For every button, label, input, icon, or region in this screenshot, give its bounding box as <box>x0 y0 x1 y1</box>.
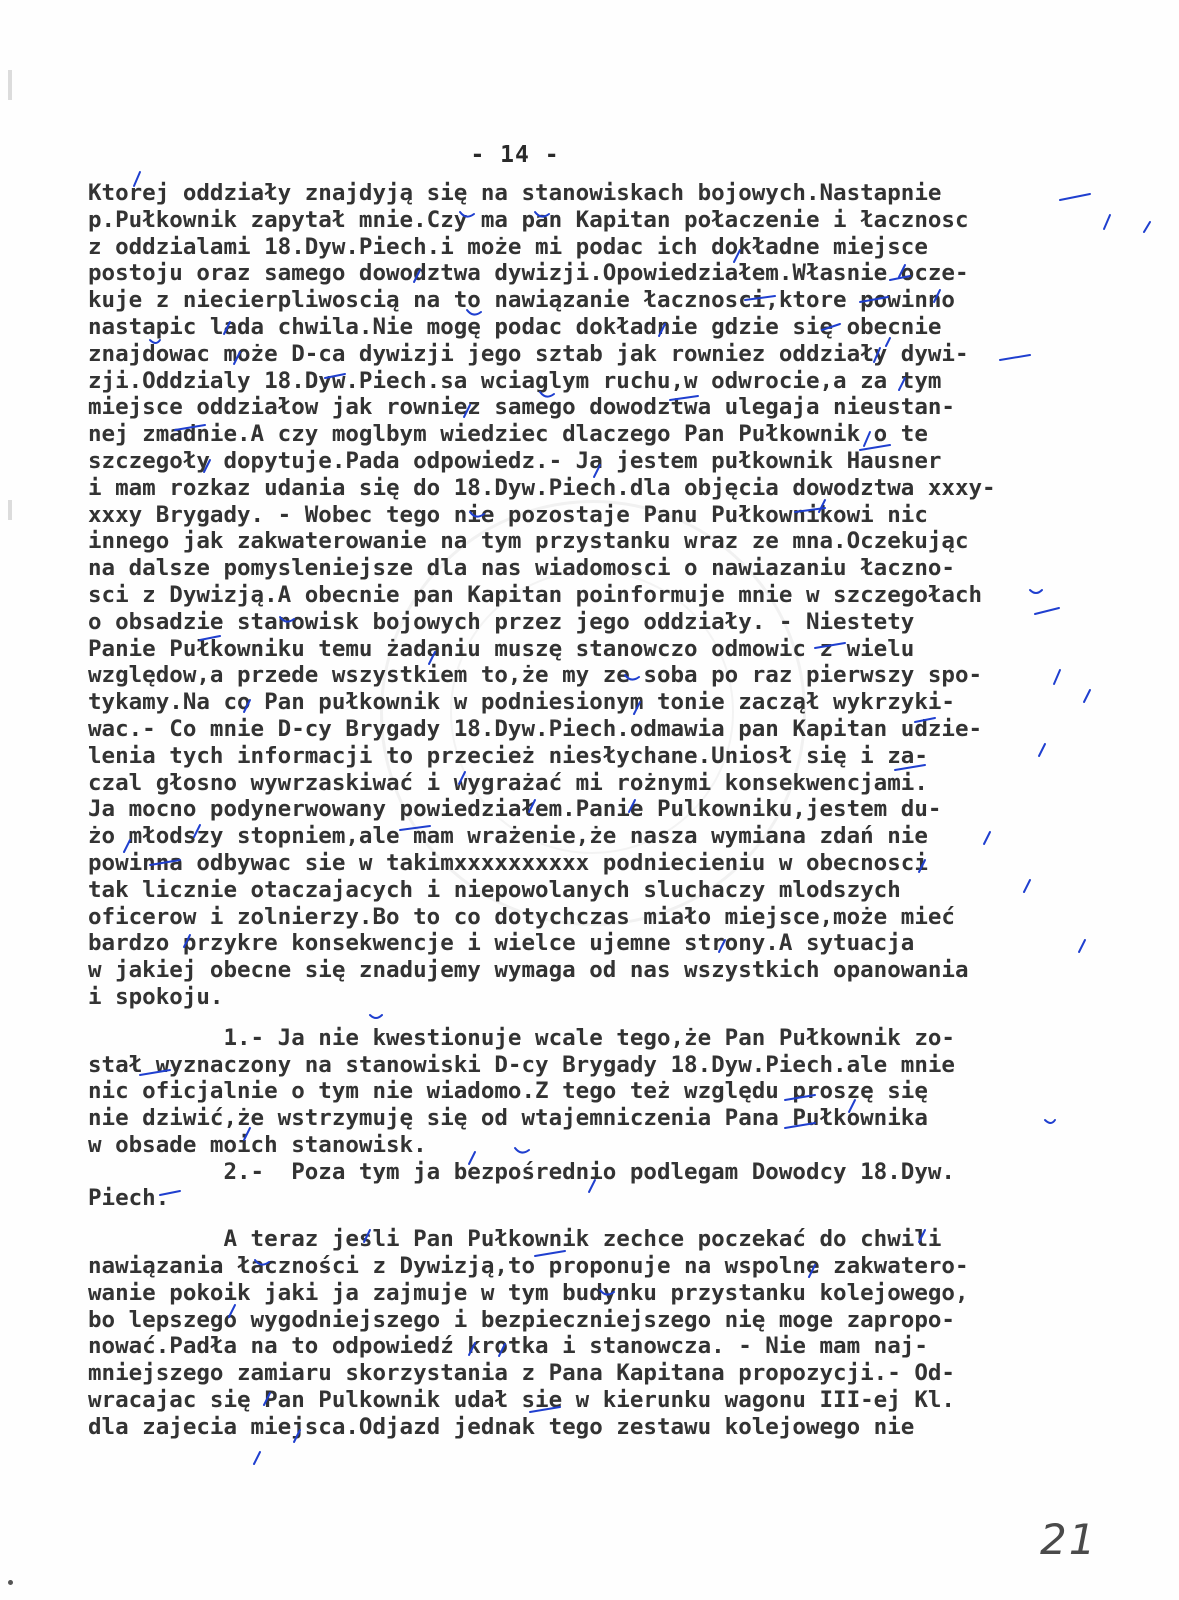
pen-stroke-mark <box>860 297 888 302</box>
pen-accent-mark <box>1144 222 1150 232</box>
pen-ogonek-mark <box>460 212 474 217</box>
pen-stroke-mark <box>915 718 935 722</box>
text-line: lenia tych informacji to przecież niesłychane.Uniosł się i za- <box>88 742 928 769</box>
pen-accent-mark <box>629 800 635 812</box>
pen-accent-mark <box>244 1128 250 1140</box>
pen-stroke-mark <box>160 1191 180 1195</box>
page-number: - 14 - <box>470 142 560 168</box>
pen-stroke-mark <box>530 1407 560 1412</box>
pen-accent-mark <box>864 432 870 446</box>
pen-accent-mark <box>499 1344 505 1356</box>
pen-stroke-mark <box>785 1095 815 1100</box>
text-line: w obsade moich stanowisk. <box>88 1131 427 1158</box>
pen-accent-mark <box>294 1430 300 1442</box>
text-line: tykamy.Na co Pan pułkownik w podniesionym tonie zaczął wykrzyki- <box>88 689 955 716</box>
pen-accent-mark <box>934 290 940 302</box>
pen-stroke-mark <box>895 765 925 770</box>
text-line: tak licznie otaczajacych i niepowolanych sluchaczy mlodszych <box>88 876 901 903</box>
text-line: postoju oraz samego dowodztwa dywizji.Opowiedziałem.Własnie ocze- <box>88 260 969 287</box>
pen-accent-mark <box>984 832 990 844</box>
pen-accent-mark <box>264 1393 270 1405</box>
text-line: Ktorej oddziały znajdyją się na stanowiskach bojowych.Nastapnie <box>88 180 942 206</box>
pen-stroke-mark <box>535 1251 565 1256</box>
pen-ogonek-mark <box>370 1015 382 1018</box>
pen-accent-mark <box>469 1343 475 1355</box>
text-line: p.Pułkownik zapytał mnie.Czy ma pan Kapitan połaczenie i łacznosc <box>88 206 969 233</box>
pen-accent-mark <box>529 800 535 812</box>
text-line: oficerow i zolnierzy.Bo to co dotychczas miało miejsce,może mieć <box>88 903 955 930</box>
pen-stroke-mark <box>670 396 698 400</box>
text-line: wracajac się Pan Pulkownik udał sie w kierunku wagonu III-ej Kl. <box>88 1387 955 1414</box>
pen-accent-mark <box>469 1152 475 1164</box>
pen-accent-mark <box>234 352 240 364</box>
text-line: na dalsze pomyslenieјsze dla nas wiadomosci o nawiazaniu łaczno- <box>88 555 955 582</box>
pen-stroke-mark <box>400 826 430 830</box>
pen-ogonek-mark <box>515 1148 529 1153</box>
pen-ogonek-mark <box>1030 590 1042 593</box>
text-line: z oddzialami 18.Dyw.Piech.i może mi podac ich dokładne miejsce <box>88 233 928 260</box>
text-line: miejsce oddziałow jak rowniez samego dowodztwa ulegaja nieustan- <box>88 394 955 421</box>
pen-accent-mark <box>594 465 600 477</box>
pen-ogonek-mark <box>470 512 484 517</box>
pen-ogonek-mark <box>280 617 294 622</box>
text-line: mniejszego zamiaru skorzystania z Pana Kapitana propozycji.- Od- <box>88 1360 955 1387</box>
pen-stroke-mark <box>822 324 840 330</box>
text-line: znajdowac może D-ca dywizji jego sztab jak rowniez oddziały dywi- <box>88 340 969 367</box>
text-line: 2.- Poza tym ja bezpośrednio podlegam Dowodcy 18.Dyw. <box>88 1158 955 1185</box>
text-line: nawiązania łaczności z Dywizją,to proponuje na wspolne zakwatero- <box>88 1253 969 1280</box>
pen-accent-mark <box>734 250 740 262</box>
pen-ogonek-mark <box>255 1260 269 1265</box>
pen-accent-mark <box>919 1230 925 1242</box>
pen-stroke-mark <box>1000 355 1030 360</box>
text-line: żo młodszy stopniem,ale mam wrażenie,że nasza wymiana zdań nie <box>88 823 928 850</box>
pen-accent-mark <box>1084 690 1090 702</box>
text-line: dla zajecia miejsca.Odjazd jednak tego zestawu kolejowego nie <box>88 1413 915 1440</box>
pen-accent-mark <box>194 825 200 837</box>
text-line: nować.Padła na to odpowiedź krotka i stanowcza. - Nie mam naj- <box>88 1333 928 1360</box>
pen-stroke-mark <box>175 425 205 430</box>
pen-ogonek-mark <box>600 1290 614 1295</box>
pen-accent-mark <box>429 652 435 664</box>
pen-accent-mark <box>464 405 470 417</box>
text-line: Piech. <box>88 1185 170 1212</box>
pen-ogonek-mark <box>540 392 554 397</box>
pen-stroke-mark <box>200 636 220 640</box>
pen-stroke-mark <box>325 374 345 378</box>
text-line: Ja mocno podynerwowany powiedziałem.Panie Pulkowniku,jestem du- <box>88 796 942 823</box>
text-line: bardzo przykre konsekwencje i wielce ujemne strony.A sytuacja <box>88 930 915 957</box>
pen-accent-mark <box>719 940 725 952</box>
pen-accent-mark <box>659 324 665 336</box>
text-line: powinna odbywac sie w takimxxxxxxxxxx podniecieniu w obecnosci <box>88 849 928 876</box>
text-line: nic oficjalnie o tym nie wiadomo.Z tego też względu proszę się <box>88 1078 928 1105</box>
text-line: szczegoły dopytuje.Pada odpowiedz.- Ja jestem pułkownik Hausner <box>88 447 942 474</box>
text-line: w jakiej obecne się znadujemy wymaga od nas wszystkich opanowania <box>88 957 969 984</box>
pen-accent-mark <box>459 772 465 784</box>
pen-accent-mark <box>874 348 880 362</box>
pen-accent-mark <box>1039 744 1045 756</box>
pen-accent-mark <box>809 1265 815 1277</box>
pen-stroke-mark <box>745 296 775 300</box>
pen-accent-mark <box>124 840 130 852</box>
text-line: wac.- Co mnie D-cy Brygady 18.Dyw.Piech.odmawia pan Kapitan udzie- <box>88 715 983 742</box>
pen-ogonek-mark <box>625 675 639 680</box>
pen-accent-mark <box>224 322 230 334</box>
pen-accent-mark <box>849 1100 855 1112</box>
text-line: 1.- Ja nie kwestionuje wcale tego,że Pan Pułkownik zo- <box>88 1024 955 1051</box>
text-line: bo lepszego wygodniejszego i bezpieczniejszego nię moge zapropo- <box>88 1306 955 1333</box>
pen-accent-mark <box>899 378 905 390</box>
text-line: sci z Dywizją.A obecnie pan Kapitan poinformuje mnie w szczegołach <box>88 581 983 608</box>
text-line: wanie pokoik jaki ja zajmuje w tym budynku przystanku kolejowego, <box>88 1279 969 1306</box>
text-line: nie dziwić,że wstrzymuję się od wtajemniczenia Pana Pułkownika <box>88 1105 928 1132</box>
pen-ogonek-mark <box>1045 1120 1055 1123</box>
pen-stroke-mark <box>1035 608 1059 614</box>
pen-accent-mark <box>1079 940 1085 952</box>
pen-accent-mark <box>919 860 925 872</box>
text-line: i mam rozkaz udania się do 18.Dyw.Piech.dla objęcia dowodztwa xxxy- <box>88 474 996 501</box>
pen-ogonek-mark <box>467 310 481 315</box>
pen-accent-mark <box>184 935 190 947</box>
text-line: A teraz jesli Pan Pułkownik zechce poczekać do chwili <box>88 1226 942 1253</box>
pen-accent-mark <box>819 500 825 512</box>
pen-accent-mark <box>229 1305 235 1317</box>
text-line: xxxy Brygady. - Wobec tego nie pozostaje Panu Pułkownikowi nic <box>88 501 928 528</box>
pen-stroke-mark <box>1060 194 1090 200</box>
pen-stroke-mark <box>140 1070 170 1075</box>
text-line: nej zmadnie.A czy moglbym wiedziec dlaczego Pan Pułkownik o te <box>88 421 928 448</box>
text-line: o obsadzie stanowisk bojowych przez jego oddziały. - Niestety <box>88 608 915 635</box>
text-line: kuje z niecierpliwoscią na to nawiązanie łacznosci,ktore powinno <box>88 287 955 314</box>
handwritten-page-number: 21 <box>1040 1515 1098 1564</box>
pen-accent-mark <box>589 1180 595 1192</box>
text-line: innego jak zakwaterowanie na tym przystanku wraz ze mna.Oczekując <box>88 528 969 555</box>
pen-ogonek-mark <box>150 340 160 343</box>
pen-accent-mark <box>899 265 905 277</box>
text-line: czal głosno wywrzaskiwać i wygrażać mi rożnymi konsekwencjami. <box>88 769 928 796</box>
pen-stroke-mark <box>150 860 180 865</box>
pen-ogonek-mark <box>535 212 549 217</box>
pen-accent-mark <box>634 702 640 714</box>
pen-accent-mark <box>1054 670 1060 684</box>
text-line: nastapic lada chwila.Nie mogę podac dokładnie gdzie się obecnie <box>88 313 942 340</box>
pen-stroke-mark <box>815 643 845 648</box>
pen-accent-mark <box>886 338 890 346</box>
pen-accent-mark <box>1024 880 1030 892</box>
pen-accent-mark <box>414 270 420 282</box>
pen-accent-mark <box>204 460 210 472</box>
pen-accent-mark <box>254 1452 260 1464</box>
pen-accent-mark <box>134 172 140 186</box>
text-line: Panie Pułkowniku temu żadaniu muszę stanowczo odmowic z wielu <box>88 635 915 662</box>
text-line: względow,a przede wszystkiem to,że my ze soba po raz pierwszy spo- <box>88 662 983 689</box>
pen-accent-mark <box>364 1230 370 1242</box>
text-line: zji.Oddzialy 18.Dyw.Piech.sa wciaglym ruchu,w odwrocie,a za tym <box>88 367 942 394</box>
pen-accent-mark <box>1104 215 1110 229</box>
pen-accent-mark <box>244 700 250 712</box>
pen-stroke-mark <box>785 1123 815 1128</box>
text-line: stał wyznaczony na stanowiski D-cy Brygady 18.Dyw.Piech.ale mnie <box>88 1051 955 1078</box>
text-line: i spokoju. <box>88 983 224 1010</box>
